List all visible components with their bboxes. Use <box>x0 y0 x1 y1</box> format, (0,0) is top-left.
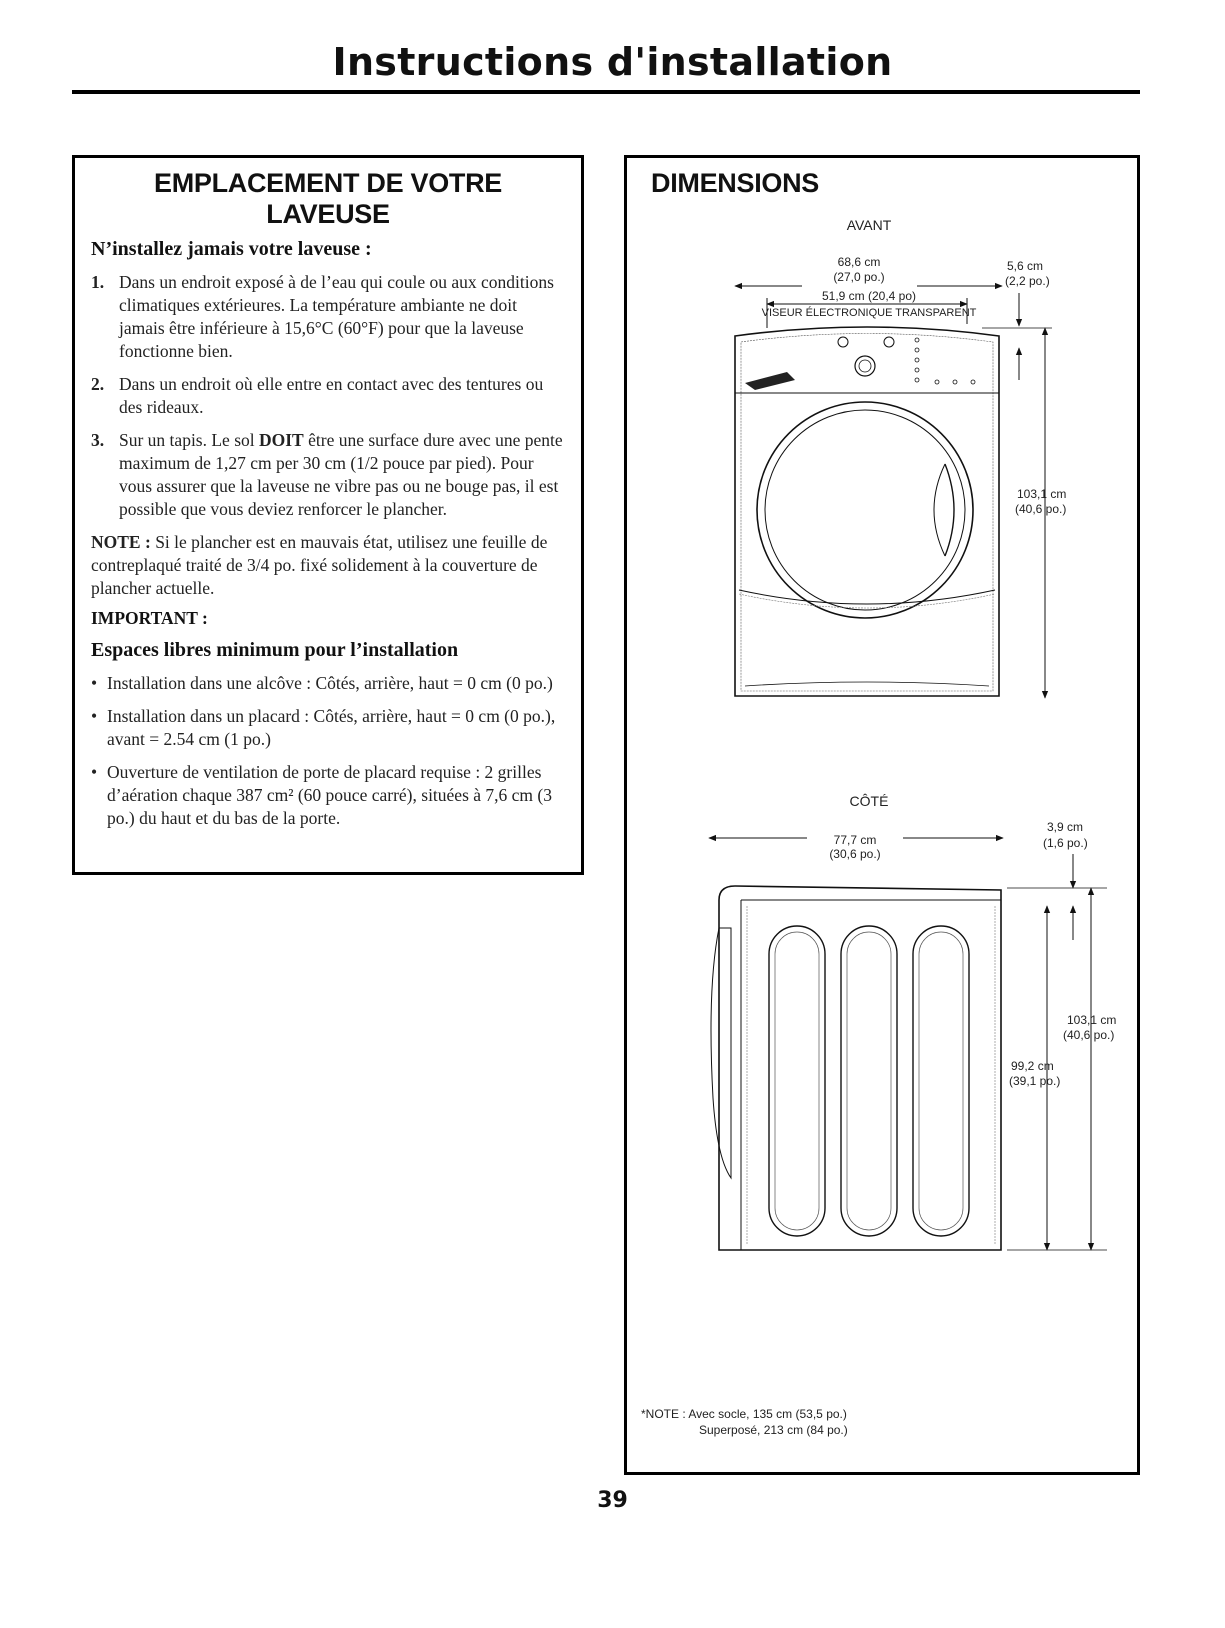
side-view-label: CÔTÉ <box>849 793 889 809</box>
location-list <box>91 271 565 521</box>
side-depth-in: (30,6 po.) <box>829 847 881 861</box>
list-number: 3. <box>91 430 105 450</box>
viewer-label: VISEUR ÉLECTRONIQUE TRANSPARENT <box>761 307 977 319</box>
viewer-width: 51,9 cm (20,4 po) <box>821 289 917 303</box>
side-body-in: (39,1 po.) <box>1009 1074 1061 1088</box>
list-item: • Ouverture de ventilation de porte de placard requise : 2 grilles d’aération chaque 387 cm² (60 pouce carré), situées à 7,6 cm (3 po.) du haut et du bas de la porte. <box>91 761 565 830</box>
page-title: Instructions d'installation <box>332 40 893 84</box>
front-width-cm: 68,6 cm <box>837 255 881 269</box>
side-height-in: (40,6 po.) <box>1063 1028 1115 1042</box>
page-number: 39 <box>597 1488 628 1513</box>
clearances-list <box>91 672 565 830</box>
dimensions-panel <box>624 155 1140 1475</box>
side-depth-cm: 77,7 cm <box>833 833 877 847</box>
side-top-in: (1,6 po.) <box>1043 836 1088 850</box>
list-number: 2. <box>91 374 105 394</box>
list-item: • Installation dans une alcôve : Côtés, arrière, haut = 0 cm (0 po.) <box>91 672 565 695</box>
dimensions-footnote <box>641 1406 848 1438</box>
floor-note <box>91 531 565 600</box>
note-text: Si le plancher est en mauvais état, utilisez une feuille de contreplaqué traité de 3/4 po. fixé solidement à la couverture de plancher actuelle. <box>91 532 548 598</box>
front-washer-illustration <box>735 327 999 696</box>
front-top-cm: 5,6 cm <box>1007 259 1044 273</box>
location-panel <box>72 155 584 875</box>
location-subheading: N’installez jamais votre laveuse : <box>91 238 372 260</box>
front-height-in: (40,6 po.) <box>1015 502 1067 516</box>
list-text: Dans un endroit où elle entre en contact avec des tentures ou des rideaux. <box>119 374 544 417</box>
side-washer-illustration <box>711 886 1001 1250</box>
footnote-line-1: *NOTE : Avec socle, 135 cm (53,5 po.) <box>641 1407 847 1421</box>
footnote-line-2: Superposé, 213 cm (84 po.) <box>699 1423 848 1437</box>
list-text: Sur un tapis. Le sol DOIT être une surface dure avec une pente maximum de 1,27 cm per 30 cm (1/2 pouce par pied). Pour vous assurer que la laveuse ne vibre pas ou ne bouge pas, il est possible que vous deviez renforcer le plancher. <box>119 430 563 519</box>
list-text: Dans un endroit exposé à de l’eau qui coule ou aux conditions climatiques extérieures. La température ambiante ne doit jamais être inférieure à 15,6°C (60°F) pour que la laveuse fonctionne bien. <box>119 272 554 361</box>
list-number: 1. <box>91 272 105 292</box>
note-label: NOTE : <box>91 532 151 552</box>
important-label: IMPORTANT : <box>91 608 208 628</box>
list-item <box>91 429 565 521</box>
list-item <box>91 373 565 419</box>
side-height-cm: 103,1 cm <box>1067 1013 1117 1027</box>
front-width-in: (27,0 po.) <box>833 270 885 284</box>
list-item <box>91 271 565 363</box>
clearances-heading: Espaces libres minimum pour l’installation <box>91 639 459 661</box>
front-view-label: AVANT <box>846 217 892 233</box>
front-height-cm: 103,1 cm <box>1017 487 1067 501</box>
location-heading: EMPLACEMENT DE VOTRE LAVEUSE <box>153 168 503 229</box>
list-item: • Installation dans un placard : Côtés, arrière, haut = 0 cm (0 po.), avant = 2.54 cm (1 po.) <box>91 705 565 751</box>
title-rule <box>72 90 1140 94</box>
front-top-in: (2,2 po.) <box>1005 274 1050 288</box>
dimensions-heading: DIMENSIONS <box>651 168 820 198</box>
side-body-cm: 99,2 cm <box>1011 1059 1054 1073</box>
side-top-cm: 3,9 cm <box>1047 820 1084 834</box>
